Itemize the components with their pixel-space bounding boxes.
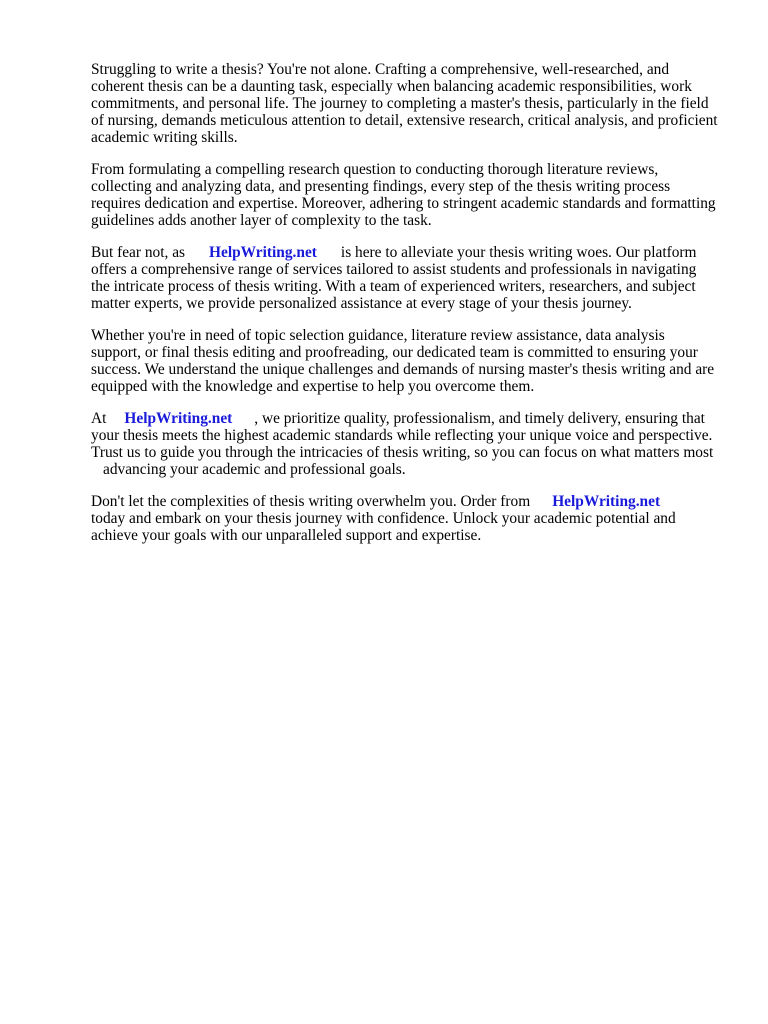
paragraph-support bbox=[91, 327, 731, 395]
helpwriting-link[interactable]: HelpWriting.net bbox=[552, 493, 661, 510]
text-line: collecting and analyzing data, and presenting findings, every step of the thesis writing process bbox=[91, 178, 671, 195]
text-line: equipped with the knowledge and expertise to help you overcome them. bbox=[91, 378, 535, 395]
document-page bbox=[91, 61, 731, 559]
text-line: success. We understand the unique challenges and demands of nursing master's thesis writing and are bbox=[91, 361, 715, 378]
text-line: requires dedication and expertise. Moreover, adhering to stringent academic standards and formatting bbox=[91, 195, 716, 212]
text-fragment: is here to alleviate your thesis writing woes. Our platform bbox=[340, 244, 697, 261]
text-fragment: But fear not, as bbox=[91, 244, 186, 261]
text-line: From formulating a compelling research question to conducting thorough literature reviews, bbox=[91, 161, 659, 178]
text-line: Struggling to write a thesis? You're not alone. Crafting a comprehensive, well-researched, and bbox=[91, 61, 670, 78]
text-line: matter experts, we provide personalized assistance at every stage of your thesis journey. bbox=[91, 295, 632, 312]
text-line: advancing your academic and professional goals. bbox=[103, 461, 406, 478]
text-fragment: , we prioritize quality, professionalism, and timely delivery, ensuring that bbox=[254, 410, 705, 427]
text-line: academic writing skills. bbox=[91, 129, 238, 146]
paragraph-process bbox=[91, 161, 731, 229]
text-line: support, or final thesis editing and proofreading, our dedicated team is committed to ensuring your bbox=[91, 344, 698, 361]
text-line: achieve your goals with our unparalleled support and expertise. bbox=[91, 527, 482, 544]
text-line-with-link bbox=[91, 410, 731, 427]
text-line: guidelines adds another layer of complexity to the task. bbox=[91, 212, 432, 229]
text-fragment: At bbox=[91, 410, 107, 427]
paragraph-intro bbox=[91, 61, 731, 146]
text-line-with-link bbox=[91, 493, 731, 510]
text-line: your thesis meets the highest academic standards while reflecting your unique voice and perspective. bbox=[91, 427, 713, 444]
text-line: coherent thesis can be a daunting task, especially when balancing academic responsibilities, work bbox=[91, 78, 692, 95]
paragraph-quality bbox=[91, 410, 731, 478]
paragraph-services bbox=[91, 244, 731, 312]
text-line: of nursing, demands meticulous attention to detail, extensive research, critical analysis, and proficient bbox=[91, 112, 718, 129]
text-line: today and embark on your thesis journey with confidence. Unlock your academic potential and bbox=[91, 510, 676, 527]
text-line: Whether you're in need of topic selection guidance, literature review assistance, data analysis bbox=[91, 327, 665, 344]
text-line-with-link bbox=[91, 244, 731, 261]
text-line: the intricate process of thesis writing. With a team of experienced writers, researchers, and subject bbox=[91, 278, 696, 295]
helpwriting-link[interactable]: HelpWriting.net bbox=[209, 244, 317, 261]
text-fragment: Don't let the complexities of thesis writing overwhelm you. Order from bbox=[91, 493, 531, 510]
text-line: commitments, and personal life. The journey to completing a master's thesis, particularly in the field bbox=[91, 95, 709, 112]
text-line: offers a comprehensive range of services tailored to assist students and professionals in navigating bbox=[91, 261, 697, 278]
helpwriting-link[interactable]: HelpWriting.net bbox=[124, 410, 233, 427]
text-line: Trust us to guide you through the intricacies of thesis writing, so you can focus on what matters most bbox=[91, 444, 714, 461]
paragraph-call-to-action bbox=[91, 493, 731, 544]
